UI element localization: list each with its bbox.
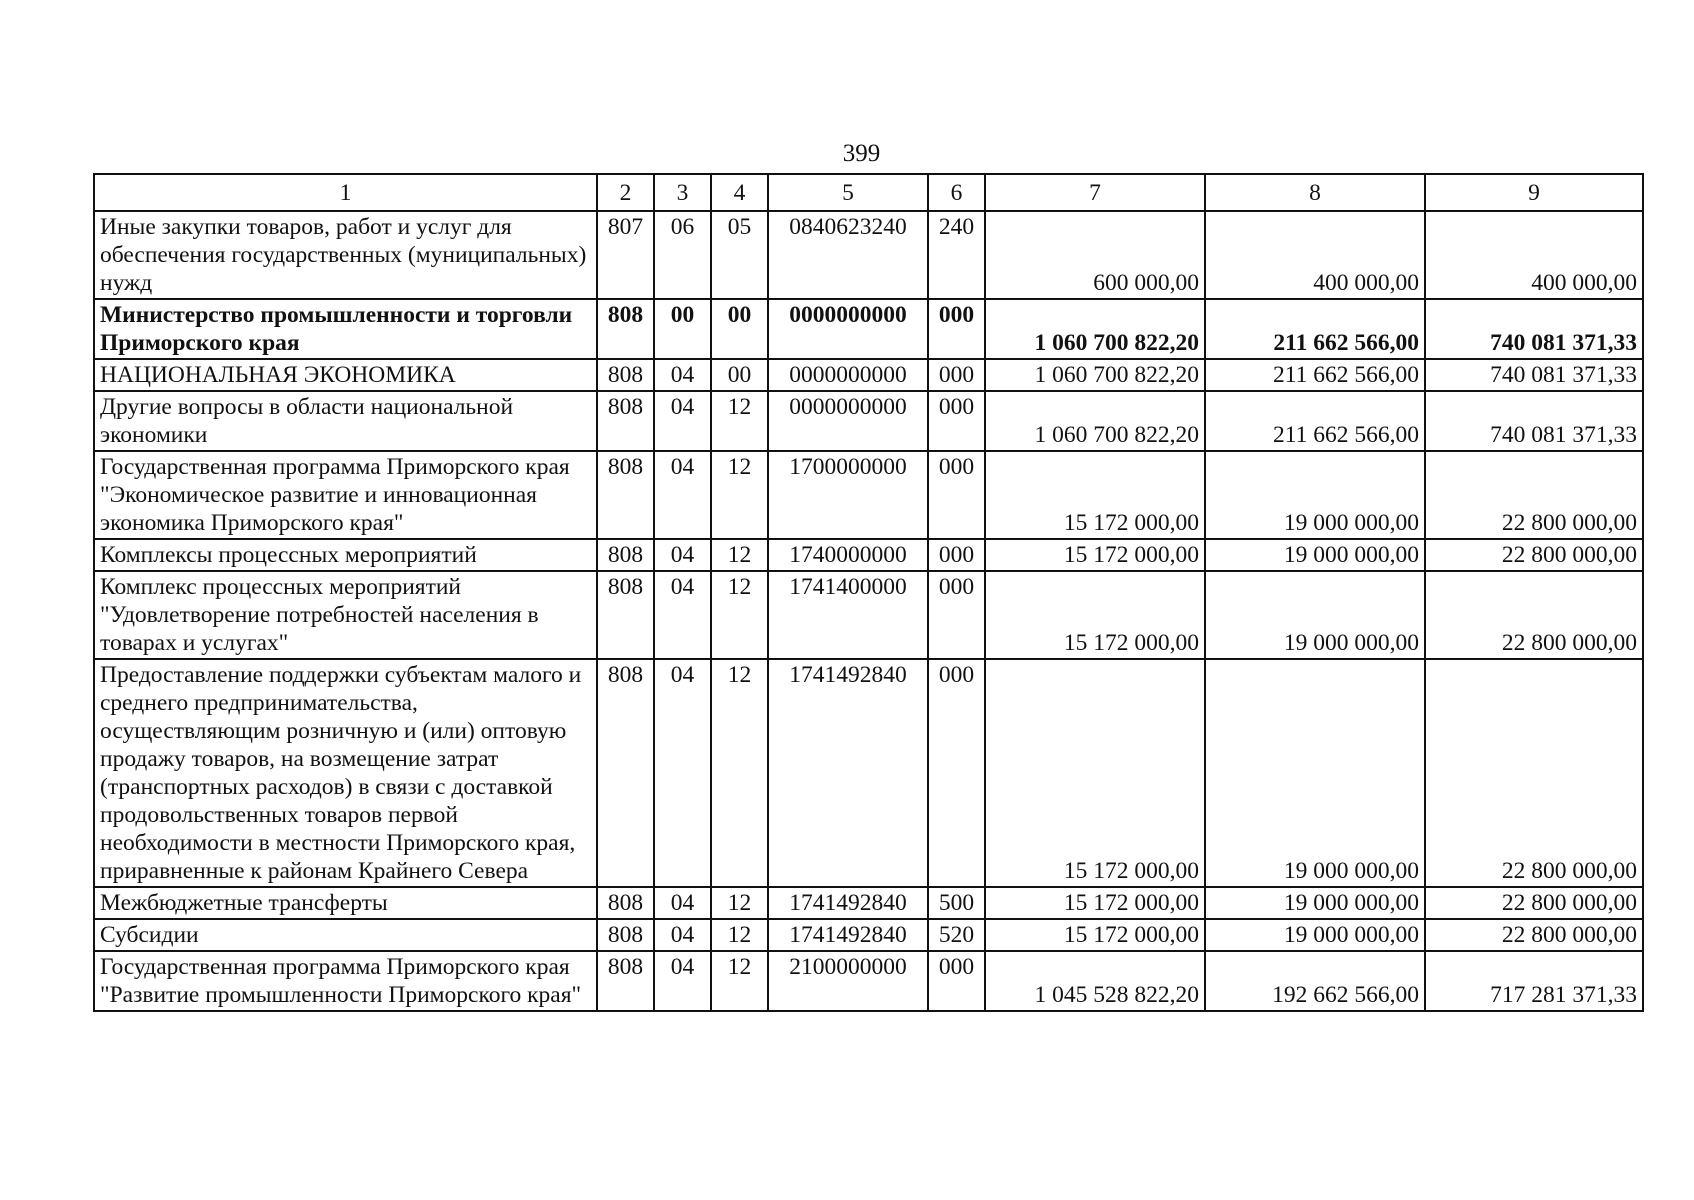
amount-cell: 22 800 000,00 <box>1425 539 1643 571</box>
row-name: Государственная программа Приморского края "Развитие промышленности Приморского края" <box>94 951 597 1011</box>
amount-cell: 600 000,00 <box>985 211 1205 299</box>
amount-cell: 717 281 371,33 <box>1425 951 1643 1011</box>
code-cell: 808 <box>597 299 654 359</box>
amount-cell: 740 081 371,33 <box>1425 299 1643 359</box>
page-number: 399 <box>842 140 881 167</box>
code-cell: 04 <box>654 359 711 391</box>
amount-cell: 15 172 000,00 <box>985 919 1205 951</box>
column-header: 6 <box>928 174 985 211</box>
column-header: 7 <box>985 174 1205 211</box>
amount-cell: 22 800 000,00 <box>1425 659 1643 887</box>
code-cell: 1741492840 <box>768 887 928 919</box>
amount-cell: 1 045 528 822,20 <box>985 951 1205 1011</box>
amount-cell: 211 662 566,00 <box>1205 299 1425 359</box>
amount-cell: 19 000 000,00 <box>1205 919 1425 951</box>
code-cell: 808 <box>597 539 654 571</box>
table-row <box>94 571 1643 659</box>
code-cell: 808 <box>597 359 654 391</box>
code-cell: 04 <box>654 571 711 659</box>
amount-cell: 192 662 566,00 <box>1205 951 1425 1011</box>
amount-cell: 740 081 371,33 <box>1425 359 1643 391</box>
column-header: 5 <box>768 174 928 211</box>
table-row <box>94 539 1643 571</box>
amount-cell: 19 000 000,00 <box>1205 451 1425 539</box>
column-header: 9 <box>1425 174 1643 211</box>
row-name: Комплекс процессных мероприятий "Удовлетворение потребностей населения в товарах и услугах" <box>94 571 597 659</box>
amount-cell: 1 060 700 822,20 <box>985 359 1205 391</box>
code-cell: 808 <box>597 391 654 451</box>
code-cell: 808 <box>597 451 654 539</box>
column-header: 2 <box>597 174 654 211</box>
amount-cell: 15 172 000,00 <box>985 539 1205 571</box>
table-row <box>94 659 1643 887</box>
amount-cell: 15 172 000,00 <box>985 887 1205 919</box>
row-name: Другие вопросы в области национальной экономики <box>94 391 597 451</box>
header-row <box>94 174 1643 211</box>
code-cell: 808 <box>597 919 654 951</box>
column-header: 4 <box>711 174 768 211</box>
code-cell: 04 <box>654 919 711 951</box>
table-row <box>94 951 1643 1011</box>
code-cell: 808 <box>597 571 654 659</box>
amount-cell: 15 172 000,00 <box>985 659 1205 887</box>
code-cell: 0000000000 <box>768 359 928 391</box>
code-cell: 500 <box>928 887 985 919</box>
amount-cell: 19 000 000,00 <box>1205 887 1425 919</box>
row-name: Государственная программа Приморского края "Экономическое развитие и инновационная экономика Приморского края" <box>94 451 597 539</box>
code-cell: 2100000000 <box>768 951 928 1011</box>
amount-cell: 22 800 000,00 <box>1425 451 1643 539</box>
code-cell: 04 <box>654 887 711 919</box>
row-name: НАЦИОНАЛЬНАЯ ЭКОНОМИКА <box>94 359 597 391</box>
code-cell: 1700000000 <box>768 451 928 539</box>
amount-cell: 22 800 000,00 <box>1425 919 1643 951</box>
code-cell: 12 <box>711 887 768 919</box>
code-cell: 1741400000 <box>768 571 928 659</box>
amount-cell: 22 800 000,00 <box>1425 887 1643 919</box>
amount-cell: 1 060 700 822,20 <box>985 299 1205 359</box>
code-cell: 00 <box>654 299 711 359</box>
row-name: Иные закупки товаров, работ и услуг для обеспечения государственных (муниципальных) нужд <box>94 211 597 299</box>
code-cell: 808 <box>597 951 654 1011</box>
code-cell: 12 <box>711 451 768 539</box>
code-cell: 12 <box>711 539 768 571</box>
table-row <box>94 451 1643 539</box>
code-cell: 12 <box>711 919 768 951</box>
code-cell: 0000000000 <box>768 299 928 359</box>
code-cell: 04 <box>654 451 711 539</box>
amount-cell: 19 000 000,00 <box>1205 539 1425 571</box>
code-cell: 12 <box>711 391 768 451</box>
code-cell: 520 <box>928 919 985 951</box>
row-name: Предоставление поддержки субъектам малого и среднего предпринимательства, осуществляющим розничную и (или) оптовую продажу товаров, на возмещение затрат (транспортных расходов) в связи с доставкой продовольственных товаров первой необходимости в местности Приморского края, приравненные к районам Крайнего Севера <box>94 659 597 887</box>
code-cell: 00 <box>711 299 768 359</box>
column-header: 1 <box>94 174 597 211</box>
budget-table <box>93 173 1644 1012</box>
code-cell: 808 <box>597 659 654 887</box>
code-cell: 240 <box>928 211 985 299</box>
table-row <box>94 391 1643 451</box>
code-cell: 000 <box>928 571 985 659</box>
code-cell: 0840623240 <box>768 211 928 299</box>
code-cell: 00 <box>711 359 768 391</box>
column-header: 3 <box>654 174 711 211</box>
row-name: Комплексы процессных мероприятий <box>94 539 597 571</box>
table-row <box>94 299 1643 359</box>
amount-cell: 400 000,00 <box>1205 211 1425 299</box>
table-row <box>94 919 1643 951</box>
row-name: Межбюджетные трансферты <box>94 887 597 919</box>
code-cell: 04 <box>654 539 711 571</box>
amount-cell: 400 000,00 <box>1425 211 1643 299</box>
code-cell: 000 <box>928 299 985 359</box>
amount-cell: 19 000 000,00 <box>1205 571 1425 659</box>
code-cell: 04 <box>654 951 711 1011</box>
column-header: 8 <box>1205 174 1425 211</box>
row-name: Министерство промышленности и торговли Приморского края <box>94 299 597 359</box>
code-cell: 12 <box>711 659 768 887</box>
table-row <box>94 211 1643 299</box>
code-cell: 807 <box>597 211 654 299</box>
amount-cell: 211 662 566,00 <box>1205 391 1425 451</box>
code-cell: 04 <box>654 659 711 887</box>
code-cell: 000 <box>928 359 985 391</box>
code-cell: 808 <box>597 887 654 919</box>
row-name: Субсидии <box>94 919 597 951</box>
code-cell: 1741492840 <box>768 659 928 887</box>
amount-cell: 15 172 000,00 <box>985 571 1205 659</box>
code-cell: 000 <box>928 391 985 451</box>
amount-cell: 1 060 700 822,20 <box>985 391 1205 451</box>
code-cell: 12 <box>711 951 768 1011</box>
code-cell: 1741492840 <box>768 919 928 951</box>
table-row <box>94 359 1643 391</box>
code-cell: 1740000000 <box>768 539 928 571</box>
code-cell: 000 <box>928 451 985 539</box>
amount-cell: 19 000 000,00 <box>1205 659 1425 887</box>
amount-cell: 740 081 371,33 <box>1425 391 1643 451</box>
code-cell: 000 <box>928 539 985 571</box>
code-cell: 000 <box>928 951 985 1011</box>
table-row <box>94 887 1643 919</box>
code-cell: 05 <box>711 211 768 299</box>
code-cell: 000 <box>928 659 985 887</box>
amount-cell: 15 172 000,00 <box>985 451 1205 539</box>
code-cell: 04 <box>654 391 711 451</box>
code-cell: 0000000000 <box>768 391 928 451</box>
code-cell: 12 <box>711 571 768 659</box>
amount-cell: 22 800 000,00 <box>1425 571 1643 659</box>
amount-cell: 211 662 566,00 <box>1205 359 1425 391</box>
code-cell: 06 <box>654 211 711 299</box>
